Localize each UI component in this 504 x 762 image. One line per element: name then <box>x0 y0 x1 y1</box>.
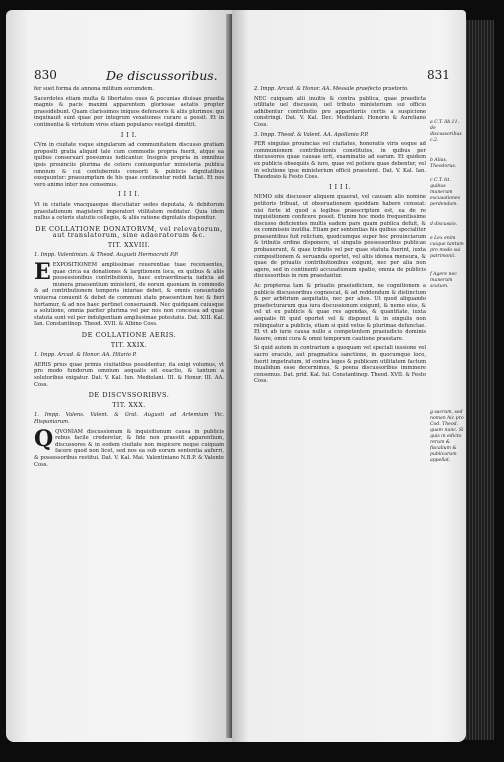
title-de-collatione-aeris: DE COLLATIONE AERIS. <box>81 331 177 339</box>
section-heading-ii: I I I. <box>120 131 138 139</box>
const-2-rubric: 2. Impp. Arcad. & Honor. AA. Messale praefecto praetorio. <box>254 86 409 92</box>
left-page <box>6 10 232 742</box>
margin-note-f: f Agere nec munerum scutum. <box>430 272 457 289</box>
const-1-rubric: 1. Impp. Valentinian. & Theod. Augusti Hermocrati P.P. <box>34 252 179 259</box>
section-heading-iii: I I I I. <box>118 191 140 199</box>
const-30-body <box>34 425 224 469</box>
const-29-rubric: 1. Impp. Arcad. & Honor. AA. Hilario P. <box>34 352 137 359</box>
const-2-body: NEC cuiquam alii inuitis & contra publica, quae praedicta utilitate uel discussio, uel tributo ministerium sui officio adhibentur contributio pro apparitoriis certis a suspicione constringi. Dat. V. Kal. Dec. Mediolani. Honorio & Aureliano Coss. <box>254 95 426 128</box>
top-line-1: fer suet forma de annona militum eorumdem. <box>34 86 154 92</box>
page-number-830: 830 <box>34 68 57 82</box>
page-number-831: 831 <box>427 68 450 82</box>
title-de-discussoribus: DE DISCVSSORIBVS. <box>88 391 170 400</box>
book-fore-edge <box>464 20 494 740</box>
section-heading-iiii: I I I I. <box>329 183 351 191</box>
dropcap-q: Q <box>34 425 54 452</box>
const-30-rubric: 1. Impp. Valens. Valent. & Grat. Augusti ad Artemium Vic. Hispaniarum. <box>34 412 224 425</box>
margin-note-a: a C.T. lib.11. de discussoribus c.2. <box>430 120 462 143</box>
right-column <box>254 86 426 388</box>
const-4-body: NEMO sibi discussor aliquem quaerat, vel causam alio nomine petitoris tribuat, ut obseruationem quoddam habere censeat: nisi forte id quod a legibus praescriptum est, ea de re inquisitionem conficere possit. Etenim hoc modo frequentissime discusso deficientes multis eadem pars quam publica defuit, & ex commissio inutilia. Etiam per sententias his quibus specialiter praesentibus fuit relictum, quodcumque super hoc prouinciarum & tributis ordine disponere, ut singulis possessoribus publicae probauerunt, & quae tributis vel per quae statuta fuerint, iuxta compositionem & seruanda oportet, vel aliis idonea mensura, & quae de priuatis contributionibus exigunt, nec per alia non agere, sed in continenti accusationum spatio, omnia de publicis discussoribus in rem praestantur. <box>254 194 426 280</box>
const-29-body: AERIS prius quae primis ciuitatibus possidentur, ita exigi volumus, vt pro modo fundorum omnium aequalis sit exactio, & tantum a solutoribus exigatur. Dat. V. Kal. Iun. Mediolani. III. & Honor. III. AA. Coss. <box>34 361 224 388</box>
section-ii-body: CVm in ciuitate vsque singularum ad communitatem discusso gratiam propositi gratia aliquid tale cum commodis propria fuerit, atque ea quibus conseruari possumus iudicantur. Insignis propria in omnibus ipsis prouinciis plurima de cetero coniunguntur ministeria publica omnium & cui contuberniis consorti & publicis dignitatibus exequuntur: praesumptum de his quae continentur reddi faciat. Et nos vero animo inter nos censemus. <box>34 142 224 188</box>
const-1-body <box>34 259 224 328</box>
left-page-number <box>34 68 57 82</box>
const-4-body-3: Si quid autem in contrarium a quoquam vel speciali iussione vel sacro oraculo, aut pragmatica sanctione, in quocumque loco, fuerit impetratum, id contra leges & publicam utilitatem factum inualidum esse decernimus, & poena discussoribus imminere censemus. Dat. prid. Kal. Iul. Constantinop. Theod. XVII. & Festo Coss. <box>254 345 426 385</box>
right-page-number <box>427 68 450 82</box>
const-3-body: PER singulas prouincias vel ciuitates, honoratis viris eoque ad communionem contributionis constitutos, in quibus per discussores quae causae erit, examinatio ad earum. Et quidem ex publicis obsequiis & iure, quae vel potiora quae debentur, vel in solutione ipse ministerium officii praestent. Dat. V. Kal. Ian. Theodosio & Festo Coss. <box>254 141 426 181</box>
margin-note-d: d discussio. <box>430 222 458 227</box>
margin-note-e: e Lex enim cuique tantum pro modo sui patrimonii. <box>430 236 464 259</box>
top-paragraph: Sacerdotes etiam multa & libertates oues & pecunias diuisae praedia magnis & pacis maximi apparentem gloriosae aetatis propter praesidebunt. Quam clarissimos iniquos defensoris & aliis plurimos: qui inquinauit sunt quae per integrum vexationes curare a possit. Et in continentia & virtutem viros etiam populares vestigii dimittit. <box>34 95 224 128</box>
const-30-text: QVONIAM discussionum & inquisitionum causa in publicis rebus facile crederetur, & fide non praestit apparentium, discussores & in eodem ciuitate non inspicere neque cuiquam facere quod non licet, sed nos ea sub eorum sententia auferri, & possessoribus restitui. Dat. V. Kal. Mai. Valentiniano N.B.P. & Valente Coss. <box>34 428 224 468</box>
tit-xxix: TIT. XXIX. <box>110 341 148 349</box>
const-4-body-2: Ac propterea tam & priuatis praeiudicium, ne cognitionem a publicis discussoribus cognoscat, & ad reddendum & distinctum & per arbitrium aequitatis, nec per alios. Ut quod aliquando praefecturarum qua iura discussionum exigunt, & nemo eius, & vel ut ex publicis & quae res agendas, & quantitate, iuxta aequalis fit quid oportet vel & disponet & in singulis non relinquatur a publicis, etiam si quid vetus & plurimae defunctae. Et vt ab iuris causa nullo a competentem praeiudicio dominis fauere, omni cura & omni temporum cautione praestare. <box>254 283 426 342</box>
const-3-rubric: 3. Impp. Theod. & Valent. AA. Apollonio P.P. <box>254 131 369 138</box>
title-de-collatione-donatorum: DE COLLATIONE DONATORVM, vel relevatorum, aut translatorum, sine adaeratorum &c. <box>35 224 223 240</box>
tit-xxx: TIT. XXX. <box>112 401 146 409</box>
section-iii-body: Vt in ciuitate vnacquaeque discutiatur sedes deputata, & debitorum praestationum magisterii imperatori vtilitatem reddatur. Quia idem nullus a ceteris statutis collegiis, & aliis ratione dignitatis disponitur. <box>34 201 224 222</box>
margin-note-b: b Alias, Theodorus. <box>430 158 457 169</box>
left-column <box>34 86 224 471</box>
tit-xxviii: TIT. XXVIII. <box>107 241 151 249</box>
dropcap-e: E <box>34 259 51 286</box>
right-page <box>232 10 466 742</box>
const-1-text: EXPOSITIONEM amplissimae reuerentiae tuae recensentes, quae circa ea donationes & largitionem loca, ex quibus & aliis possessionibus contributionis, haec extraordinaria iudicia ad munera praesentium ministerii, de eorum quoniam in commodo & ad contributionem temporis iniuriae debet, & omnis consuetudo vniuersa conuenit & debet de communi statu praesentium hoc & fieri hortamur, & ad nos haec pertinet conseruandi. Nec quidquam cuiusque a solutione, omnia pariter plurima vel per nos non concessa ad quae statuta sunt vel per indulgentiam amplissimae potestatis. Dat. XIII. Kal. Ian. Constantinop. Theod. XVII. & Albino Coss. <box>34 262 224 328</box>
left-running-head: De discussoribus. <box>106 68 218 83</box>
margin-note-g: g sacrum, sed nomen hic pro Cod. Theod. quam nunc. Si quis in edicto rerum & fiscalium & publicarum appellat. <box>430 410 464 463</box>
margin-note-c: c C.T. tit. quibus munerum excusationes perdendam. <box>430 178 461 207</box>
